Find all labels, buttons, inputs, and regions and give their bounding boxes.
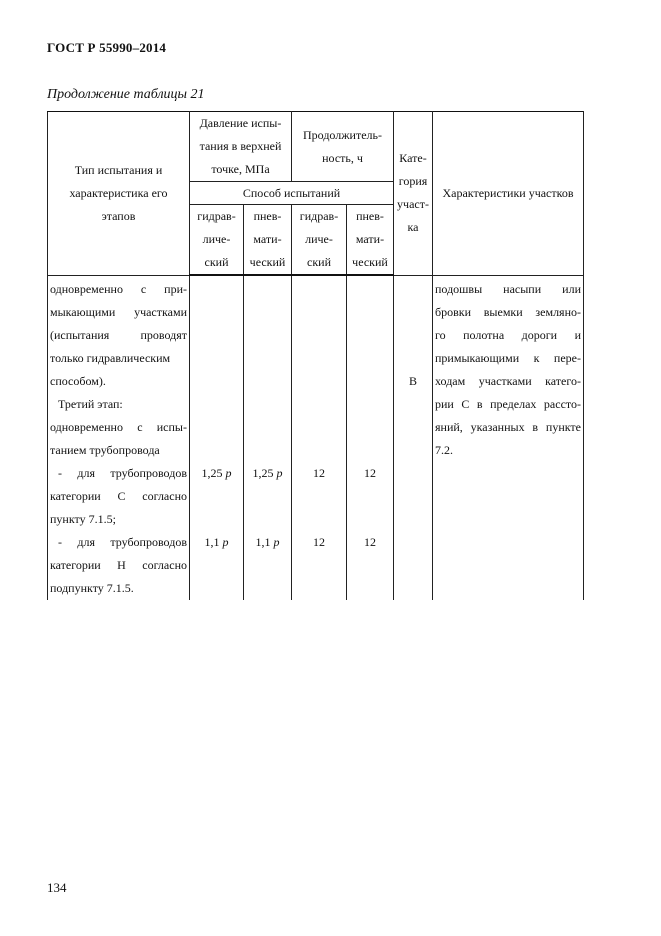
header-characteristics: Характеристики участков — [433, 112, 584, 276]
characteristics-cell: подошвы насыпи или бровки выемки земляно- го полотна дороги и примыкающими к пере- ходам участками катего- рии С в пределах рассто- яний, указанных в пункте 7.2. — [433, 275, 584, 600]
header-pressure-pneumatic: пнев- мати- ческий — [244, 205, 292, 276]
header-pressure: Давление испы- тания в верхней точке, МПа — [190, 112, 292, 182]
value-h-pressure-hydraulic: 1,1 p — [204, 535, 229, 549]
test-table — [47, 111, 584, 600]
category-cell — [394, 275, 433, 600]
page-number: 134 — [47, 880, 67, 895]
header-pressure-hydraulic: гидрав- личе- ский — [190, 205, 244, 276]
value-h-duration-pneumatic: 12 — [364, 535, 376, 549]
value-h-duration-hydraulic: 12 — [313, 535, 325, 549]
document-header: ГОСТ Р 55990–2014 — [47, 40, 167, 55]
value-h-pressure-pneumatic: 1,1 p — [255, 535, 280, 549]
category-value: В — [408, 373, 417, 388]
value-c-duration-pneumatic: 12 — [364, 466, 376, 480]
duration-pneumatic-cell — [347, 275, 394, 600]
test-description-cell: одновременно с при- мыкающими участками (испытания проводят только гидравлическим способом). Третий этап: одновременно с испы- танием трубопровода - для трубопроводов категории С согласно пункту 7.1.5; - для трубопроводов категории Н согласно подпункту 7.1.5. — [48, 275, 190, 600]
value-c-duration-hydraulic: 12 — [313, 466, 325, 480]
header-duration-hydraulic: гидрав- личе- ский — [292, 205, 347, 276]
duration-hydraulic-cell — [292, 275, 347, 600]
header-duration: Продолжитель- ность, ч — [292, 112, 394, 182]
header-method: Способ испытаний — [190, 182, 394, 205]
header-category: Кате- гория участ- ка — [394, 112, 433, 276]
table-caption: Продолжение таблицы 21 — [47, 87, 205, 102]
table-row — [48, 275, 584, 600]
header-duration-pneumatic: пнев- мати- ческий — [347, 205, 394, 276]
header-test-type: Тип испытания и характеристика его этапов — [48, 112, 190, 276]
pressure-pneumatic-cell — [244, 275, 292, 600]
value-c-pressure-pneumatic: 1,25 p — [252, 466, 283, 480]
pressure-hydraulic-cell — [190, 275, 244, 600]
value-c-pressure-hydraulic: 1,25 p — [201, 466, 232, 480]
